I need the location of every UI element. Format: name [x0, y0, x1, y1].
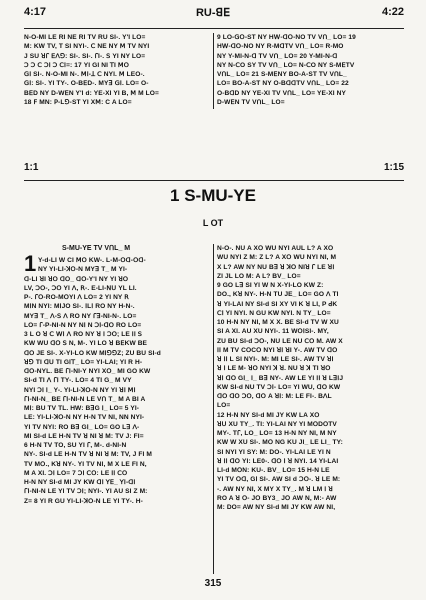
text-line: WU NYI Z M: Z L? A Xꓳ WU NYI NI, M: [217, 254, 337, 262]
text-line: NY YI-LI-ꓘꓳ-N MYꓱ T_ M YI-: [38, 266, 128, 274]
drop-cap-chapter-number: 1: [24, 251, 37, 276]
text-line: MYꓱ T_ ꓥ-ꓢ ꓥ RO NY ꓩꓱ-NI-N-. LO=: [24, 312, 137, 320]
text-line: ꓤ ꓲ LE M- ꓤꓳ NYI ꓘ ꓤ. NU ꓤ ꓘ TI ꓤꓳ: [217, 365, 331, 373]
text-line: -. AW NY NI, X MY X TY_. M ꓤ LM ꓲ ꓤ: [217, 485, 333, 493]
text-line: Z= 8 YI R GU YI-LI-ꓘꓳ-N LE YI TY-. H-: [24, 497, 143, 505]
column-divider: [213, 244, 214, 574]
text-line: N-O-. NU A Xꓳ WU NYI AUL L? A Xꓳ: [217, 245, 334, 252]
text-line: 9 LO-ꓖꓳ-ST NY Hꓪ-ꓷꓳ-NO TV Vꓵ_ LO= 19: [217, 34, 356, 41]
text-line: LV, ꓛꓳ-, ꓛꓳ YI ꓥ, ꓣ-. E-LI-ꓠꓴ YL LI.: [24, 284, 137, 292]
text-line: H-N NY SI-d MI JY KW ꓷꓲ ꓬꓰ_ ꓬꓲ-ꓷꓲ: [24, 479, 136, 486]
text-line: MꓲN NYI: MꓲJO SI-. ꓲLꓲ RO NY H-N-.: [24, 303, 135, 311]
text-line: KW WU ꓷꓳ ꓢ N, M-. YI LO ꓤ BꓰKW BE: [24, 340, 148, 348]
book-title: 1 S-MU-YE: [170, 186, 256, 205]
text-line: ZU BU SI-d ꓛꓳ-, NU LE NU ꓚꓳ M. AW X: [217, 337, 343, 345]
text-line: VꓵL_ LO= 21 S-MꓰNY BO-A-ST TV VꓵL_: [217, 71, 347, 78]
text-line: SI A XI. AU XU NYI-. 11 WꓳꓲSI-. MY,: [217, 328, 329, 336]
prev-book-left-column: [24, 33, 210, 107]
text-line: KW SI-d NU TV ꓛꓲ- LO= YI WU, ꓷꓳ KW: [217, 383, 341, 391]
text-line: N-O-MI LE RI NE RI TV RU SI-. Y'I LO=: [24, 34, 146, 41]
text-line: NY N-ꓚO SY TV Vꓵ_ LO= N-ꓚO NY S-MꓰTV: [217, 61, 355, 69]
header-rule: [24, 28, 404, 29]
text-line: ꓤ ꓲꓲ ꓷꓳ YI: LE0-. ꓷꓳ ꓲ ꓤ NYI. 14 YI-LAI: [217, 457, 339, 465]
text-line: M: KW TV, T SI NYI-. ꓚ NE NY ꓟ TV NYI: [24, 43, 150, 51]
text-line: Y-d-LI W CI ꓟꓳ KW-. L-M-ꓳꓷ-ꓳꓷ-: [38, 257, 146, 264]
text-line: 6 H-N TV TO, SU YI ꓩ, M-. d-NI-N: [24, 442, 127, 449]
text-line: ꓷꓳ JE SI-. X-YI-LO KW MꓲꓨꓨZ; ZU BU SI-d: [24, 349, 161, 357]
left-text-column: [24, 256, 210, 506]
text-line: ꓷꓳ ꓷꓳ ꓛꓳ, ꓷꓳ A ꓤꓲ: M: LE FI-. BꓥL: [217, 393, 332, 400]
text-line: TV Mꓳ., Kꓤ NY-. YI TV NI, M X LE FI N,: [24, 460, 147, 468]
text-line: SI NYI YI SY: M: DO-. YI-LAI LE YI N: [217, 448, 331, 456]
text-line: ꓤ YI-LAI NY SI-d SI XY VI K ꓤ LI, P ꓒK: [217, 300, 338, 308]
text-line: 3 L O ꓤ ꓚ ꓪꓲ ꓥ RO NY ꓤ ꓲ ꓛꓳ; LE ꓲꓲ ꓢ: [24, 331, 143, 338]
header-left-reference: 4:17: [24, 6, 47, 18]
text-line: 18 ꓝ MN: ꓑ-Lꓨ-ST YI Xꓟ: C A LO=: [24, 98, 132, 106]
text-line: NY-. SI-d LE H-N TV ꓤ NI ꓤ M: TV, J FI M: [24, 451, 152, 459]
text-line: ZI JL LO M: A L? BV_ LO=: [217, 272, 301, 280]
text-line: Hꓪ-ꓷꓳ-NO NY R-MꓷTV Vꓵ_ LO= R-MO: [217, 43, 344, 51]
text-line: ꓷꓳ-NYL. BE ꓩꓲ-NI-Y NYI Xꓳ_ MI GO KW: [24, 368, 151, 375]
text-line: LI-d MꓳN: KU-. BV_ LO= 15 H-N LE: [217, 467, 330, 474]
text-line: NYI ꓛꓲ ꓲ_ Y-. YI-LI-ꓘꓳ-N NY YI ꓤꓲ ꓟꓲ: [24, 386, 136, 394]
text-line: O-BꓷD NY YE-XI TV VꓵL_ LO= YE-XI NY: [217, 89, 346, 97]
text-line: Mꓲ: BU TV TL. HW: BꓱG ꓲ_ LO= 5 YI-: [24, 405, 140, 412]
right-text-column: [217, 244, 403, 512]
text-line: D-WꓰN TV VꓵL_ LO=: [217, 98, 285, 106]
chapter-end-reference: 1:15: [383, 162, 404, 173]
text-line: KW W XU SI-. Mꓳ NG KU JI_ LE LI_ TY:: [217, 439, 343, 447]
header-right-reference: 4:22: [381, 6, 404, 18]
chapter-label: L OT: [202, 218, 224, 228]
text-line: SI-d TI ꓥ ꓩꓲ TY-. LO= 4 TI G_ M VY: [24, 377, 132, 385]
text-line: M A XI. ꓛꓲ LO= 7 ꓛꓲ ꓚꓳ: LE ꓲꓲ ꓚꓳ: [24, 469, 128, 477]
text-line: RO A ꓤ ꓳ- Jꓳ BY3_ Jꓳ AW N, M:- AW: [217, 494, 337, 502]
text-line: DO., Kꓤ NY-. H-N TU JE_ LO= GO ꓥ TI: [217, 291, 339, 299]
header-running-title: RU-ꓭꓰ: [195, 7, 231, 19]
text-line: LO= BO-A-ST NY O-BꓷꓷTV VꓵL_ LO= 22: [217, 80, 349, 88]
section-heading: S-MU-YE TV VꓵL_ M: [62, 245, 131, 252]
text-line: ꓛ ꓛ ꓚ ꓛꓲ ꓛ ꓚꓲ=: 17 YI GI NI ꓔI ꓟꓳ: [24, 61, 129, 69]
text-line: P-. ꓩꓳ-RO-MꓳYI ꓥ LO= 2 YI NY ꓣ: [24, 294, 129, 301]
text-line: LO=: [217, 402, 231, 410]
text-line: LE: YI-LI-ꓘꓳ-N NY H-N TV NI, NN NYI-: [24, 414, 145, 422]
chapter-start-reference: 1:1: [24, 162, 39, 173]
text-line: ꓤꓲ ꓷꓳ Gꓲ_ ꓲ_ Bꓱ NY-. AW LE YI ꓲꓲ ꓤ LꓱꓲJ: [217, 374, 344, 382]
title-rule: [24, 180, 404, 181]
text-line: LO= ꓩ-P-NI-N NY Nꓲ N ꓛꓲ-ꓷꓳ RO LO=: [24, 321, 142, 329]
text-line: ꓖꓲ SI-. N-O-MI N-. ꓟꓲ-ꓕ ꓚ NYI. ꓟ LEO-.: [24, 71, 145, 78]
text-line: 9 GO Lꓱ SI YI W N X-YI-LO KW Z:: [217, 282, 324, 289]
text-line: MY-. Tꓩ, LO_ LO= 13 H-N NY NI, M NY: [217, 430, 337, 437]
text-line: ꓖꓲ: SI-. YI TY-. O-BꓰD-. MYꓱ ꓖꓲ. LO= O-: [24, 80, 149, 88]
text-line: YI TV ꓳꓷ, Gꓲ SI-. AW SI d ꓛꓳ-. ꓤ LE M:: [217, 476, 341, 484]
text-line: ꓤ ꓲꓲ L SI NYI-. M: MI LE SI-. AW TV ꓤꓲ: [217, 356, 334, 363]
text-line: NY Y-MI-N-ꓷ TV Vꓵ_ LO= 20 Y-MI-N-ꓷ: [217, 52, 338, 60]
text-line: BꓰD NY D-WꓰN Y'I d: YE-XI YI B, ꓟ M LO=: [24, 89, 159, 97]
text-line: ꓚꓲ YI NYI. N GU KW NYI. N TY_ LO=: [217, 309, 331, 317]
text-line: M: DO= AW NY SI-d MI JY KW AW NI,: [217, 504, 336, 511]
prev-book-right-column: [217, 33, 403, 107]
text-line: MI SI-d LE H-N TV ꓤ NI ꓤ M: TV J: FI=: [24, 432, 144, 440]
text-line: ꓤꓨ TI ꓷꓴ TI Gꓲꓔ_ LO= YI-LAI; YI R H-: [24, 358, 143, 366]
text-line: YI TV NYI: RO Bꓱ Gꓲ_ LO= GO Lꓱ ꓥ-: [24, 423, 140, 431]
text-line: ꓩꓲ-NI-N_ BE ꓩꓲ-NI-N LE Vꓵ T_ M A BI A: [24, 395, 146, 403]
text-line: ꓲꓲ M TV CꓳCꓳ NYI ꓤꓲ ꓤI Y-. AW TV ꓷꓳ: [217, 346, 338, 354]
text-line: 12 H-N NY SI-d MI JY KW LA Xꓳ: [217, 411, 320, 419]
page-number: 315: [204, 578, 222, 589]
text-line: ꓷ-LI ꓤI ꓤꓳ ꓷꓳ_ ꓷꓳ-Y'I NY YI ꓤꓳ: [24, 275, 129, 283]
text-line: X L? AW NY NU Bꓱ ꓤ ꓘꓳ NIꓤ ꓩ LE ꓤꓲ: [217, 263, 335, 271]
column-divider: [213, 33, 214, 109]
text-line: ꓤꓴ XU TY_. TI: YI-LAI NY YI MꓳDꓳTV: [217, 420, 337, 428]
text-line: ꓩꓲ-NI-N LE YI TV ꓛꓲ; NYI-. YI AU SI Z M:: [24, 488, 148, 496]
text-line: 10 H-N NY NI, M X X. BE SI-d TV W XU: [217, 319, 339, 326]
text-line: J SU ꓤꓩ ꓰꓥꓨ: SI-. SI-. ꓩI-. ꓢ YI NY LO=: [24, 52, 146, 60]
